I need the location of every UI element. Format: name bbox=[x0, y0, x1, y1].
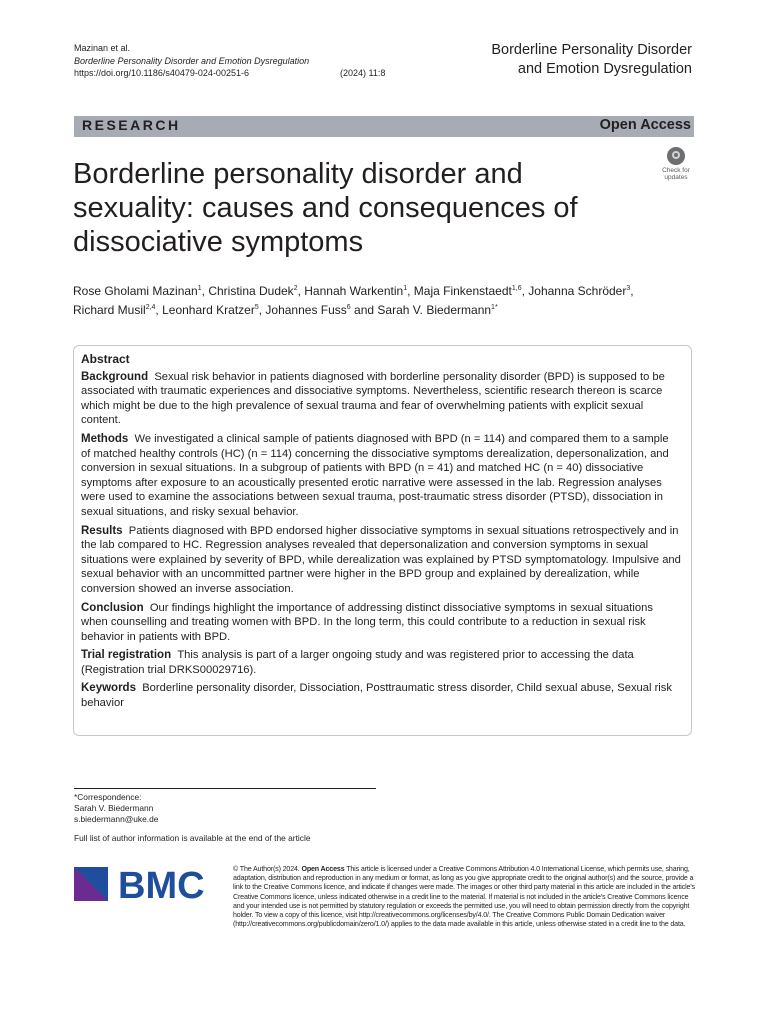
author: Richard Musil$^{2,4}$, bbox=[73, 303, 163, 317]
open-access-label: Open Access bbox=[599, 117, 691, 133]
cc-by-link[interactable]: http://creativecommons.org/licenses/by/4.0/ bbox=[358, 911, 489, 920]
author: Leonhard Kratzer$^5$, bbox=[162, 303, 266, 317]
footnote-divider bbox=[74, 788, 376, 789]
header-authors: Mazinan et al. bbox=[74, 43, 131, 53]
running-header bbox=[74, 42, 386, 80]
correspondence-block bbox=[74, 792, 158, 824]
author: Johanna Schröder$^3$, bbox=[528, 284, 634, 298]
abstract-results: Results Patients diagnosed with BPD endorsed higher dissociative symptoms in sexual situations retrospectively and in the lab compared to HC. Regression analyses revealed that depersonalization and conversion symptoms in sexual situations were explained by severity of BPD, while derealization was explained by PTSD symptomatology. Impulsive and sexual behavior with an uncommitted partner were higher in the BPD group and explained by derealization, while conversion showed an inverse association. bbox=[81, 524, 681, 595]
copyright-text: © The Author(s) 2024. bbox=[233, 865, 300, 873]
bmc-logo-text: BMC bbox=[118, 865, 205, 905]
journal-name bbox=[491, 41, 692, 79]
author-info-note: Full list of author information is available at the end of the article bbox=[74, 833, 311, 843]
header-journal: Borderline Personality Disorder and Emotion Dysregulation bbox=[74, 55, 310, 66]
author: Christina Dudek$^2$, bbox=[208, 284, 305, 298]
article-type-banner bbox=[74, 116, 694, 137]
correspondence-email-link[interactable]: s.biedermann@uke.de bbox=[74, 813, 159, 824]
license-text-1: This article is licensed under a Creative Commons Attribution 4.0 International License, which permits use, sharing, adaptation, distribution and reproduction in any medium or format, as long as you give appropriate credit to the original author(s) and the source, provide a link to the Creative Commons licence, and indicate if changes were made. The images or other third party material in this article are included in the article's Creative Commons licence, unless indicated otherwise in a credit line to the material. If material is not included in the article's Creative Commons licence and your intended use is not permitted by statutory regulation or exceeds the permitted use, you will need to obtain permission directly from the copyright holder. To view a copy of this licence, visit bbox=[233, 865, 695, 920]
author-list bbox=[73, 282, 673, 320]
author: Johannes Fuss$^6$ and bbox=[265, 303, 378, 317]
header-year-issue: (2024) 11:8 bbox=[340, 68, 386, 78]
abstract-heading: Abstract bbox=[81, 352, 130, 366]
abstract-box bbox=[73, 345, 692, 736]
article-title: Borderline personality disorder and sexuality: causes and consequences of dissociative symptoms bbox=[73, 158, 578, 258]
check-updates-line2: updates bbox=[664, 174, 688, 181]
author: Hannah Warkentin$^1$, bbox=[304, 284, 414, 298]
bmc-logo-mark-icon bbox=[74, 865, 214, 905]
bmc-logo bbox=[74, 865, 214, 905]
check-updates-line1: Check for bbox=[662, 167, 690, 174]
check-updates-icon bbox=[667, 147, 685, 165]
cc-zero-link[interactable]: http://creativecommons.org/publicdomain/zero/1.0/ bbox=[235, 920, 387, 929]
license-open-access: Open Access bbox=[301, 865, 345, 873]
license-notice bbox=[233, 865, 695, 929]
license-text-3: ) applies to the data made available in this article, unless otherwise stated in a credit line to the data. bbox=[386, 920, 686, 929]
abstract-background: Background Sexual risk behavior in patients diagnosed with borderline personality disorder (BPD) is supposed to be associated with traumatic experiences and dissociative symptoms. Nevertheless, scientific research thereon is scarce which might be due to the high prevalence of sexual trauma and fear of overwhelming patients with explicit sexual content. bbox=[81, 370, 665, 427]
article-type-label: RESEARCH bbox=[82, 117, 181, 133]
journal-name-line2: and Emotion Dysregulation bbox=[517, 61, 692, 77]
abstract-methods: Methods We investigated a clinical sample of patients diagnosed with BPD (n = 114) and compared them to a sample of matched healthy controls (HC) (n = 114) concerning the dissociative symptoms derealization, depersonalization, and conversion in sexual situations. In a subgroup of patients with BPD (n = 41) and matched HC (n = 40) dissociative symptoms after exposure to an acoustically presented erotic narrative were assessed in the lab. Regression analyses were used to examine the associations between sexual trauma, post-traumatic stress disorder (PTSD), dissociation in sexual situations, and risky sexual behavior. bbox=[81, 432, 669, 518]
author: Sarah V. Biedermann$^{1*}$ bbox=[377, 303, 498, 317]
abstract-trial-registration: Trial registration This analysis is part of a larger ongoing study and was registered prior to accessing the data (Registration trial DRKS00029716). bbox=[81, 649, 634, 676]
journal-name-line1: Borderline Personality Disorder bbox=[491, 42, 692, 58]
author: Rose Gholami Mazinan$^1$, bbox=[73, 284, 209, 298]
license-text-2: . The Creative Commons Public Domain Dedication waiver ( bbox=[233, 911, 666, 929]
abstract-keywords: Keywords Borderline personality disorder, Dissociation, Posttraumatic stress disorder, Child sexual abuse, Sexual risk behavior bbox=[81, 682, 672, 710]
author: Maja Finkenstaedt$^{1,6}$, bbox=[413, 284, 529, 298]
abstract-conclusion: Conclusion Our findings highlight the importance of addressing distinct dissociative symptoms in sexual situations when counselling and treating women with BPD. In the long term, this could contribute to a reduction in sexual risk behavior in patients with BPD. bbox=[81, 601, 653, 643]
correspondence-label: *Correspondence: bbox=[74, 792, 142, 802]
header-doi-link[interactable]: https://doi.org/10.1186/s40479-024-00251-6 bbox=[74, 68, 249, 78]
correspondence-name: Sarah V. Biedermann bbox=[74, 802, 154, 813]
check-for-updates-badge[interactable] bbox=[656, 146, 696, 184]
